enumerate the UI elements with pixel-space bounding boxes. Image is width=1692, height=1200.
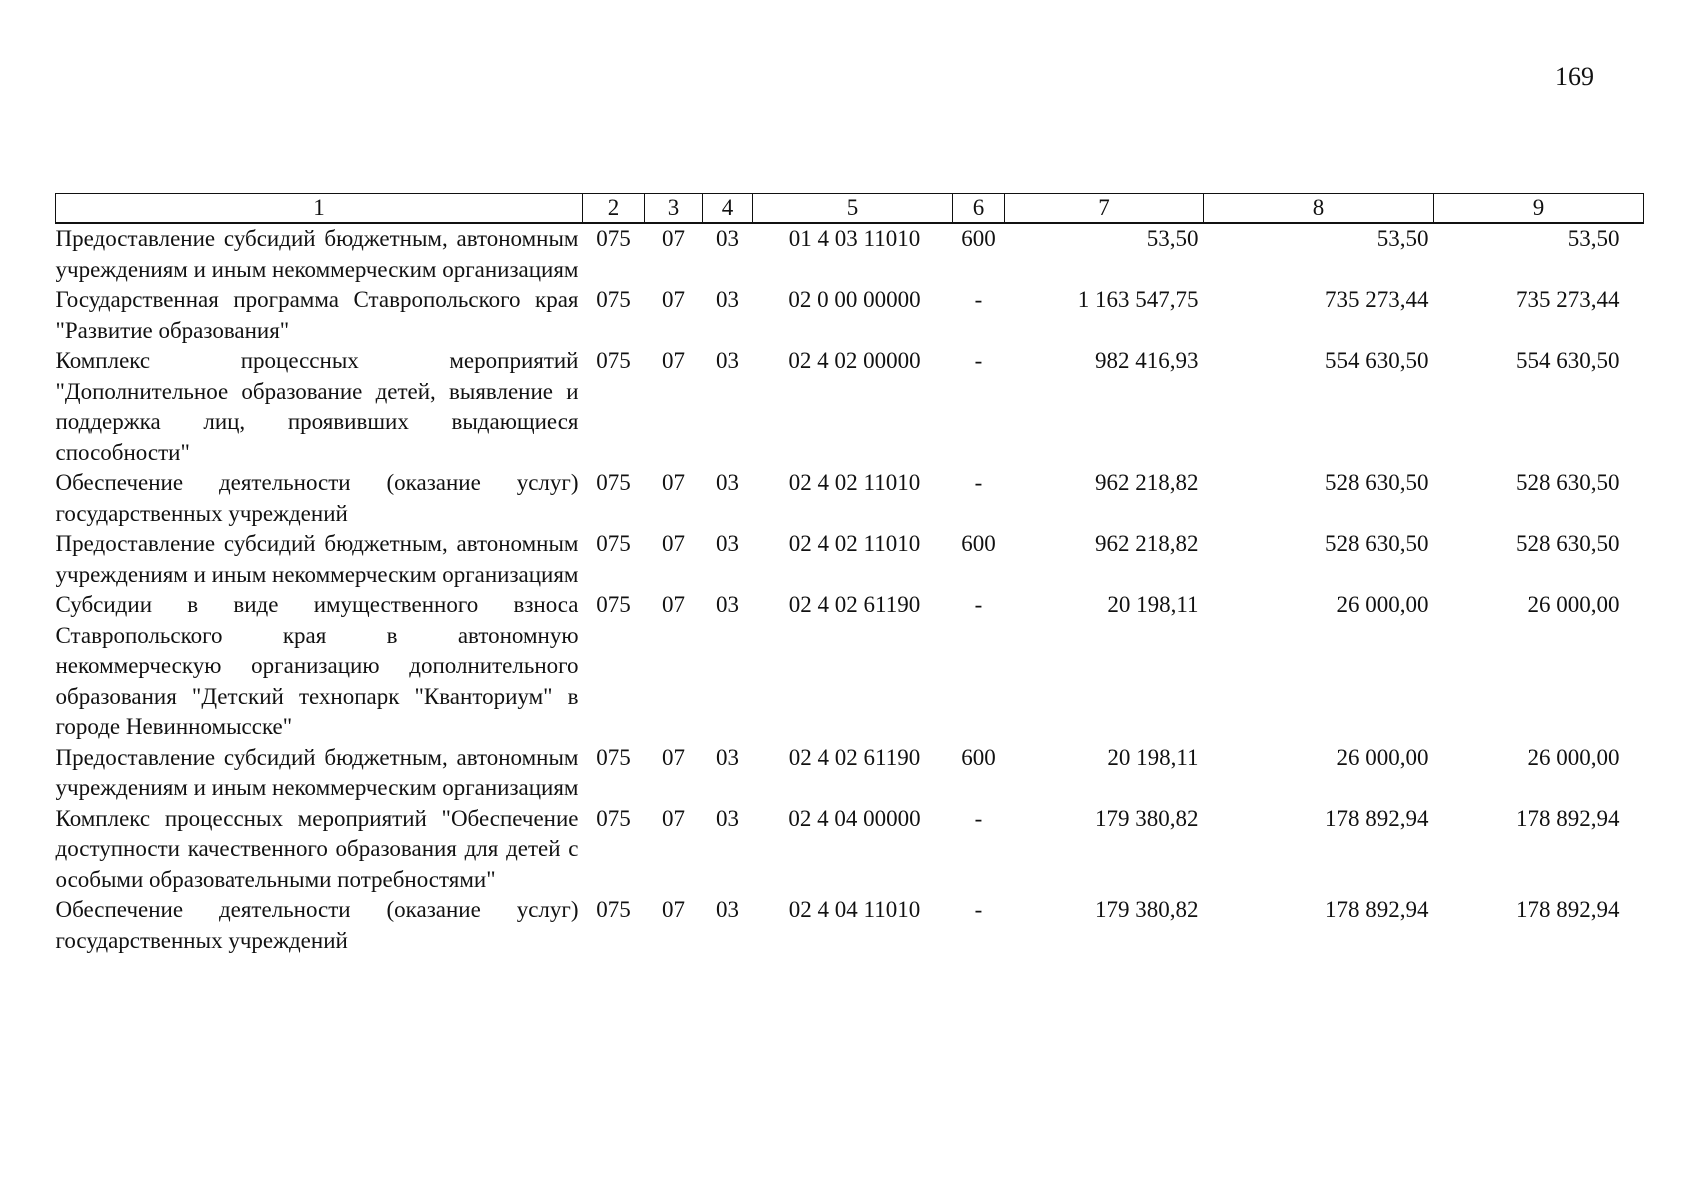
row-amount-col8: 554 630,50	[1325, 348, 1429, 373]
row-subsection-code: 03	[716, 744, 739, 770]
row-amount-col7: 962 218,82	[1095, 531, 1199, 556]
row-target-code: 02 4 02 61190	[788, 592, 921, 617]
row-target-code: 02 4 02 61190	[788, 744, 921, 770]
row-expense-type: -	[974, 897, 983, 922]
row-ministry-code: 075	[596, 744, 631, 770]
row-subsection-code: 03	[716, 592, 739, 617]
row-expense-type: 600	[961, 226, 996, 251]
row-amount-col9: 178 892,94	[1516, 897, 1620, 922]
page-number: 169	[1555, 62, 1594, 91]
row-target-code: 01 4 03 11010	[788, 226, 921, 251]
budget-table	[55, 193, 1644, 956]
row-ministry-code: 075	[596, 897, 631, 922]
row-amount-col9: 735 273,44	[1516, 287, 1620, 312]
row-subsection-code: 03	[716, 805, 739, 831]
row-name: Комплекс процессных мероприятий "Дополнительное образование детей, выявление и поддержка лиц, проявивших выдающиеся способности"	[55, 348, 579, 465]
row-ministry-code: 075	[596, 531, 631, 556]
row-section-code: 07	[662, 226, 685, 251]
row-name: Субсидии в виде имущественного взноса Ставропольского края в автономную некоммерческую организацию дополнительного образования "Детский технопарк "Кванториум" в городе Невинномысске"	[55, 592, 579, 739]
row-amount-col9: 528 630,50	[1516, 470, 1620, 495]
row-ministry-code: 075	[596, 287, 631, 312]
row-name: Обеспечение деятельности (оказание услуг) государственных учреждений	[55, 470, 579, 526]
row-target-code: 02 4 02 11010	[788, 470, 921, 495]
header-col-2: 2	[583, 194, 645, 224]
row-ministry-code: 075	[596, 805, 631, 831]
row-expense-type: -	[974, 592, 983, 617]
row-subsection-code: 03	[716, 226, 739, 251]
row-expense-type: 600	[961, 531, 996, 556]
row-subsection-code: 03	[716, 348, 739, 373]
row-amount-col8: 528 630,50	[1325, 470, 1429, 495]
row-section-code: 07	[662, 897, 685, 922]
header-col-5: 5	[753, 194, 953, 224]
row-amount-col9: 26 000,00	[1527, 592, 1620, 617]
row-ministry-code: 075	[596, 226, 631, 251]
row-name: Предоставление субсидий бюджетным, автономным учреждениям и иным некоммерческим организациям	[55, 531, 579, 587]
row-amount-col7: 53,50	[1146, 226, 1199, 251]
row-target-code: 02 4 02 11010	[788, 531, 921, 556]
table-body	[56, 223, 1644, 956]
table-row	[56, 743, 1644, 804]
row-amount-col7: 1 163 547,75	[1077, 287, 1199, 312]
table-row	[56, 804, 1644, 896]
table-row	[56, 285, 1644, 346]
row-ministry-code: 075	[596, 470, 631, 495]
row-amount-col7: 982 416,93	[1095, 348, 1199, 373]
row-amount-col8: 178 892,94	[1325, 805, 1429, 831]
row-section-code: 07	[662, 744, 685, 770]
row-subsection-code: 03	[716, 470, 739, 495]
row-target-code: 02 0 00 00000	[788, 287, 921, 312]
table-row	[56, 895, 1644, 956]
header-col-6: 6	[953, 194, 1005, 224]
header-col-7: 7	[1005, 194, 1204, 224]
row-section-code: 07	[662, 287, 685, 312]
row-subsection-code: 03	[716, 897, 739, 922]
row-target-code: 02 4 04 11010	[788, 897, 921, 922]
row-amount-col7: 179 380,82	[1095, 897, 1199, 922]
row-ministry-code: 075	[596, 592, 631, 617]
header-col-4: 4	[703, 194, 753, 224]
row-expense-type: 600	[961, 744, 996, 770]
table-header	[56, 194, 1644, 224]
header-col-9: 9	[1434, 194, 1644, 224]
row-subsection-code: 03	[716, 287, 739, 312]
table-row	[56, 468, 1644, 529]
row-subsection-code: 03	[716, 531, 739, 556]
row-amount-col9: 53,50	[1567, 226, 1620, 251]
row-amount-col9: 26 000,00	[1527, 744, 1620, 770]
row-amount-col7: 20 198,11	[1107, 592, 1199, 617]
table-row	[56, 223, 1644, 285]
row-name: Предоставление субсидий бюджетным, автономным учреждениям и иным некоммерческим организациям	[55, 226, 579, 282]
row-amount-col9: 178 892,94	[1516, 805, 1620, 831]
row-amount-col7: 20 198,11	[1107, 744, 1199, 770]
row-amount-col8: 26 000,00	[1336, 592, 1429, 617]
row-amount-col8: 528 630,50	[1325, 531, 1429, 556]
row-amount-col9: 554 630,50	[1516, 348, 1620, 373]
row-section-code: 07	[662, 592, 685, 617]
row-section-code: 07	[662, 348, 685, 373]
row-name: Предоставление субсидий бюджетным, автономным учреждениям и иным некоммерческим организациям	[55, 744, 579, 800]
row-amount-col9: 528 630,50	[1516, 531, 1620, 556]
header-col-8: 8	[1204, 194, 1434, 224]
row-name: Государственная программа Ставропольского края "Развитие образования"	[55, 287, 579, 343]
row-amount-col7: 179 380,82	[1095, 805, 1199, 831]
row-amount-col8: 53,50	[1376, 226, 1429, 251]
row-section-code: 07	[662, 531, 685, 556]
table-row	[56, 590, 1644, 743]
header-row	[56, 194, 1644, 224]
row-amount-col8: 735 273,44	[1325, 287, 1429, 312]
row-expense-type: -	[974, 348, 983, 373]
row-section-code: 07	[662, 470, 685, 495]
table-row	[56, 529, 1644, 590]
row-expense-type: -	[974, 805, 983, 831]
row-ministry-code: 075	[596, 348, 631, 373]
row-expense-type: -	[974, 287, 983, 312]
row-name: Обеспечение деятельности (оказание услуг) государственных учреждений	[55, 897, 579, 953]
row-amount-col8: 26 000,00	[1336, 744, 1429, 770]
row-name: Комплекс процессных мероприятий "Обеспечение доступности качественного образования для детей с особыми образовательными потребностями"	[55, 805, 579, 892]
row-amount-col8: 178 892,94	[1325, 897, 1429, 922]
row-section-code: 07	[662, 805, 685, 831]
table-row	[56, 346, 1644, 468]
row-amount-col7: 962 218,82	[1095, 470, 1199, 495]
row-target-code: 02 4 04 00000	[788, 805, 921, 831]
row-target-code: 02 4 02 00000	[788, 348, 921, 373]
header-col-3: 3	[645, 194, 703, 224]
header-col-1: 1	[56, 194, 583, 224]
row-expense-type: -	[974, 470, 983, 495]
